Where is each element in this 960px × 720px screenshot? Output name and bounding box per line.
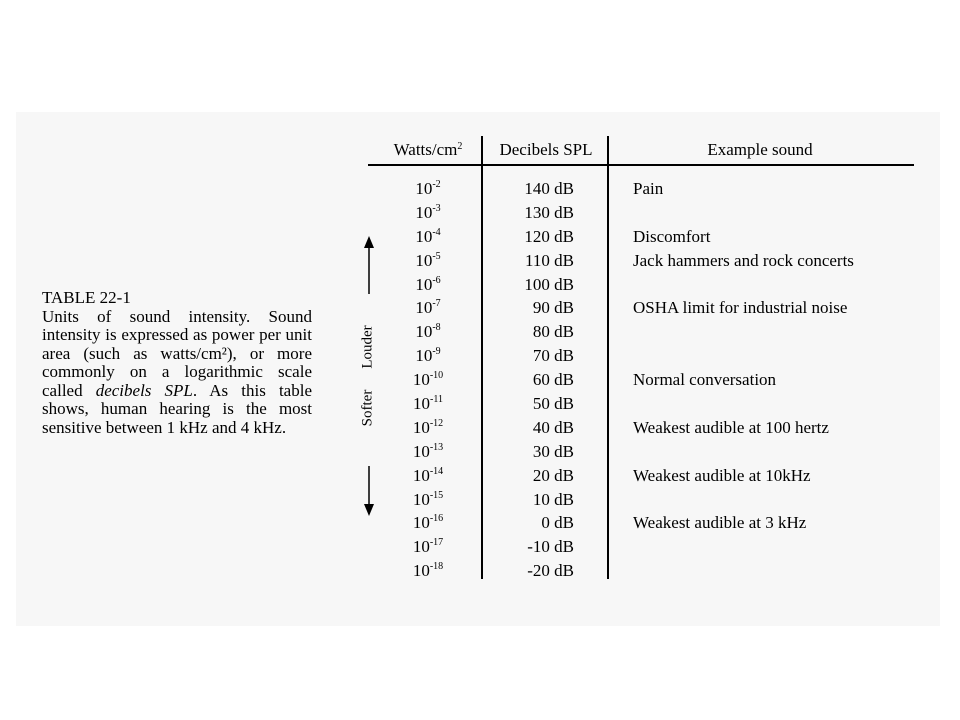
table-row bbox=[376, 464, 916, 488]
header-watts-sup: 2 bbox=[457, 141, 463, 152]
watts-cell bbox=[376, 320, 480, 344]
watts-base: 10 bbox=[412, 465, 430, 485]
arrow-up-icon bbox=[362, 236, 376, 294]
example-cell: Discomfort bbox=[633, 226, 711, 246]
watts-exponent: -8 bbox=[432, 322, 441, 334]
watts-exponent: -18 bbox=[429, 561, 444, 573]
watts-cell bbox=[376, 201, 480, 225]
watts-exponent: -13 bbox=[429, 441, 444, 453]
decibels-cell: 40 dB bbox=[532, 417, 574, 437]
decibels-cell: 120 dB bbox=[524, 226, 574, 246]
decibels-cell: 140 dB bbox=[524, 179, 574, 198]
watts-base: 10 bbox=[415, 346, 433, 366]
watts-cell bbox=[376, 296, 480, 320]
watts-exponent: -16 bbox=[429, 513, 444, 525]
watts-exponent: -7 bbox=[432, 298, 441, 310]
table-row bbox=[376, 249, 916, 273]
decibels-cell: 10 dB bbox=[532, 489, 574, 509]
table-row bbox=[376, 416, 916, 440]
watts-exponent: -12 bbox=[429, 417, 444, 429]
table-row bbox=[376, 559, 916, 583]
header-watts-base: Watts/cm bbox=[393, 140, 458, 159]
caption-text-after: . As this table shows, human hearing is the most sensitive between 1 kHz and 4 kHz. bbox=[42, 380, 312, 437]
table-row bbox=[376, 440, 916, 464]
watts-exponent: -11 bbox=[430, 394, 443, 406]
watts-base: 10 bbox=[415, 322, 433, 342]
table-row bbox=[376, 368, 916, 392]
watts-exponent: -6 bbox=[432, 274, 441, 286]
watts-exponent: -9 bbox=[432, 346, 441, 358]
watts-cell bbox=[376, 416, 480, 440]
header-divider bbox=[368, 164, 914, 166]
watts-exponent: -17 bbox=[429, 537, 444, 549]
example-cell: Weakest audible at 100 hertz bbox=[633, 417, 829, 437]
watts-exponent: -10 bbox=[429, 370, 444, 382]
table-row bbox=[376, 201, 916, 225]
watts-base: 10 bbox=[415, 179, 433, 198]
caption-text-before: Units of sound intensity. Sound intensity is expressed as power per unit area (such as watts/cm²), or more commonly on a logarithmic scale called bbox=[42, 306, 312, 400]
watts-base: 10 bbox=[415, 202, 433, 222]
decibels-cell: 100 dB bbox=[524, 274, 574, 294]
watts-base: 10 bbox=[412, 417, 430, 437]
example-cell: Pain bbox=[633, 179, 664, 198]
decibels-cell: 70 dB bbox=[532, 346, 574, 366]
example-cell: Weakest audible at 10kHz bbox=[633, 465, 811, 485]
watts-exponent: -15 bbox=[429, 489, 444, 501]
watts-cell bbox=[376, 535, 480, 559]
decibels-cell: 80 dB bbox=[532, 322, 574, 342]
watts-base: 10 bbox=[415, 298, 433, 318]
arrow-down-icon bbox=[362, 466, 376, 516]
watts-base: 10 bbox=[415, 226, 433, 246]
example-cell: Jack hammers and rock concerts bbox=[633, 250, 854, 270]
decibels-cell: -10 dB bbox=[527, 537, 574, 557]
header-example: Example sound bbox=[707, 140, 813, 159]
watts-cell bbox=[376, 368, 480, 392]
decibels-cell: 20 dB bbox=[532, 465, 574, 485]
table-row bbox=[376, 177, 916, 201]
decibels-cell: 60 dB bbox=[532, 370, 574, 390]
table-row bbox=[376, 296, 916, 320]
watts-base: 10 bbox=[412, 441, 430, 461]
table-row bbox=[376, 273, 916, 297]
watts-cell bbox=[376, 464, 480, 488]
decibels-cell: 0 dB bbox=[541, 513, 574, 533]
table-row bbox=[376, 344, 916, 368]
watts-cell bbox=[376, 392, 480, 416]
softer-label: Softer bbox=[359, 389, 376, 427]
table-row bbox=[376, 320, 916, 344]
example-cell: Normal conversation bbox=[633, 370, 777, 390]
table-row bbox=[376, 511, 916, 535]
watts-base: 10 bbox=[413, 394, 431, 414]
decibels-cell: 30 dB bbox=[532, 441, 574, 461]
watts-cell bbox=[376, 177, 480, 201]
table-row bbox=[376, 535, 916, 559]
watts-cell bbox=[376, 440, 480, 464]
watts-base: 10 bbox=[415, 250, 433, 270]
watts-base: 10 bbox=[412, 489, 430, 509]
header-watts bbox=[376, 140, 480, 160]
example-cell: Weakest audible at 3 kHz bbox=[633, 513, 807, 533]
watts-exponent: -4 bbox=[432, 226, 441, 238]
watts-cell bbox=[376, 559, 480, 583]
decibels-cell: -20 dB bbox=[527, 561, 574, 581]
caption-body bbox=[42, 308, 312, 438]
watts-base: 10 bbox=[412, 537, 430, 557]
watts-exponent: -5 bbox=[432, 250, 441, 262]
table-caption bbox=[42, 289, 312, 437]
watts-base: 10 bbox=[412, 513, 430, 533]
louder-label: Louder bbox=[359, 325, 376, 369]
decibels-cell: 90 dB bbox=[532, 298, 574, 318]
watts-cell bbox=[376, 225, 480, 249]
table-row bbox=[376, 488, 916, 512]
table-row bbox=[376, 225, 916, 249]
watts-base: 10 bbox=[415, 274, 433, 294]
watts-base: 10 bbox=[412, 370, 430, 390]
caption-title: TABLE 22-1 bbox=[42, 288, 131, 307]
watts-cell bbox=[376, 488, 480, 512]
watts-cell bbox=[376, 344, 480, 368]
decibels-cell: 110 dB bbox=[525, 250, 574, 270]
table-body bbox=[376, 177, 916, 583]
watts-exponent: -2 bbox=[432, 179, 441, 190]
watts-base: 10 bbox=[412, 561, 430, 581]
decibels-cell: 50 dB bbox=[532, 394, 574, 414]
caption-italic-term: decibels SPL bbox=[95, 380, 193, 400]
example-cell: OSHA limit for industrial noise bbox=[633, 298, 848, 318]
watts-exponent: -3 bbox=[432, 202, 441, 214]
decibels-cell: 130 dB bbox=[524, 202, 574, 222]
table-row bbox=[376, 392, 916, 416]
watts-cell bbox=[376, 249, 480, 273]
watts-cell bbox=[376, 511, 480, 535]
watts-cell bbox=[376, 273, 480, 297]
watts-exponent: -14 bbox=[429, 465, 444, 477]
header-decibels: Decibels SPL bbox=[499, 140, 593, 159]
